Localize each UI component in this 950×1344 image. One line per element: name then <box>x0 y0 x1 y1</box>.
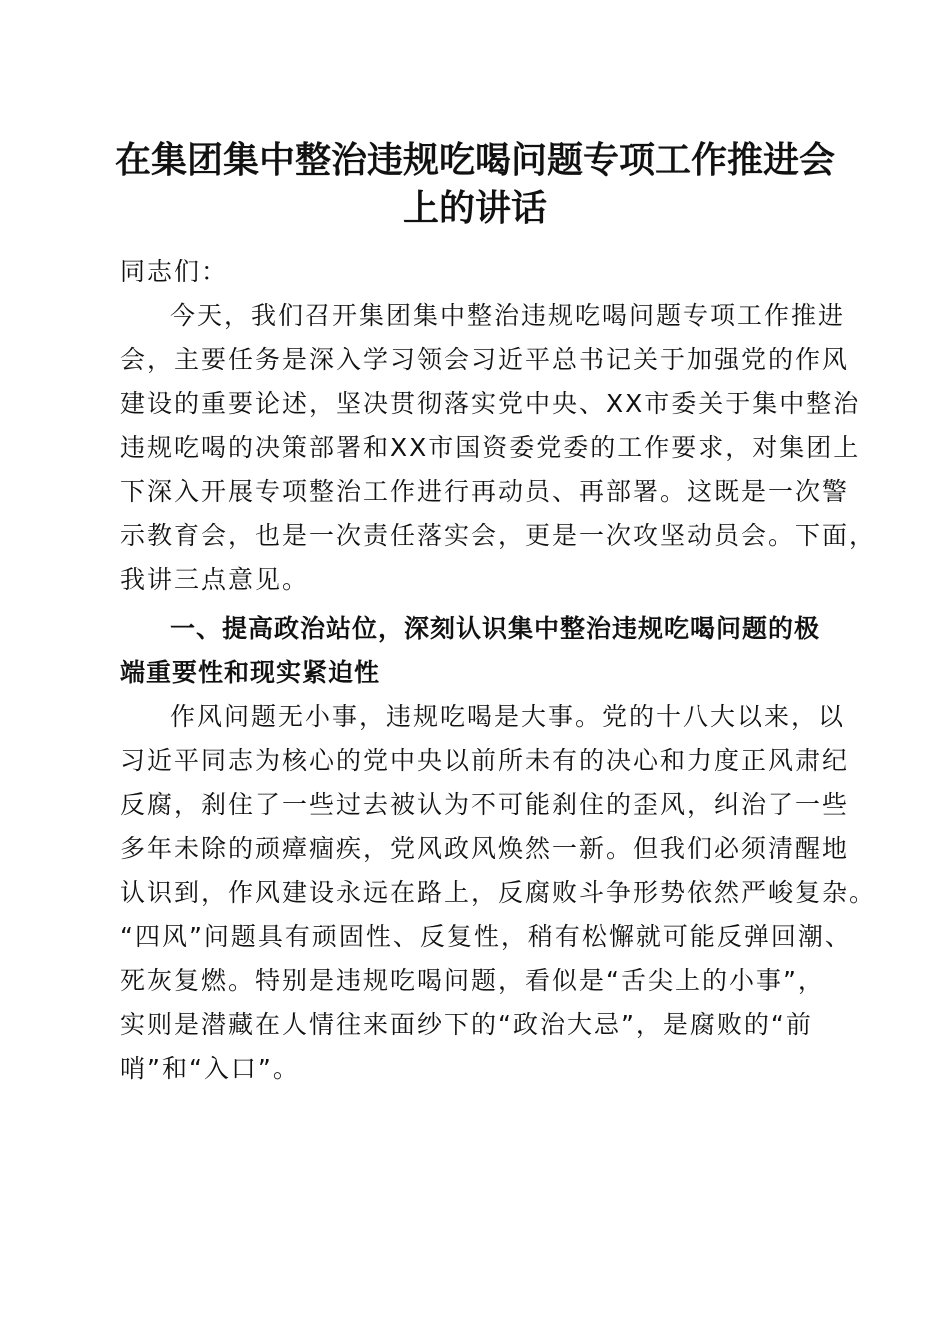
section-paragraph <box>120 695 877 1091</box>
paragraph-line: “四风”问题具有顽固性、反复性，稍有松懈就可能反弹回潮、 <box>120 922 852 951</box>
title-line: 上的讲话 <box>402 187 547 229</box>
paragraph-line: 死灰复燃。特别是违规吃喝问题，看似是“舌尖上的小事”， <box>120 966 825 995</box>
heading-line: 一、提高政治站位，深刻认识集中整治违规吃喝问题的极 <box>170 614 821 643</box>
intro-paragraph <box>120 294 877 602</box>
paragraph-line: 建设的重要论述，坚决贯彻落实党中央、XX市委关于集中整治 <box>120 389 861 418</box>
title-line: 在集团集中整治违规吃喝问题专项工作推进会 <box>114 139 835 181</box>
paragraph-line: 反腐，刹住了一些过去被认为不可能刹住的歪风，纠治了一些 <box>120 790 850 819</box>
document-body <box>120 250 877 1091</box>
section-heading <box>120 607 835 695</box>
paragraph-line: 多年未除的顽瘴痼疾，党风政风焕然一新。但我们必须清醒地 <box>120 834 850 863</box>
document-title <box>110 136 840 232</box>
heading-line: 端重要性和现实紧迫性 <box>120 658 381 687</box>
paragraph-line: 认识到，作风建设永远在路上，反腐败斗争形势依然严峻复杂。 <box>120 878 877 907</box>
paragraph-line: 违规吃喝的决策部署和XX市国资委党委的工作要求，对集团上 <box>120 433 861 462</box>
paragraph-line: 今天，我们召开集团集中整治违规吃喝问题专项工作推进 <box>170 301 846 330</box>
paragraph-line: 会，主要任务是深入学习领会习近平总书记关于加强党的作风 <box>120 345 850 374</box>
paragraph-line: 作风问题无小事，违规吃喝是大事。党的十八大以来，以 <box>170 702 846 731</box>
paragraph-line: 示教育会，也是一次责任落实会，更是一次攻坚动员会。下面， <box>120 521 877 550</box>
paragraph-line: 下深入开展专项整治工作进行再动员、再部署。这既是一次警 <box>120 477 850 506</box>
paragraph-line: 我讲三点意见。 <box>120 565 310 594</box>
paragraph-line: 习近平同志为核心的党中央以前所未有的决心和力度正风肃纪 <box>120 746 850 775</box>
salutation: 同志们： <box>120 257 229 286</box>
paragraph-line: 实则是潜藏在人情往来面纱下的“政治大忌”，是腐败的“前 <box>120 1010 813 1039</box>
paragraph-line: 哨”和“入口”。 <box>120 1054 300 1083</box>
